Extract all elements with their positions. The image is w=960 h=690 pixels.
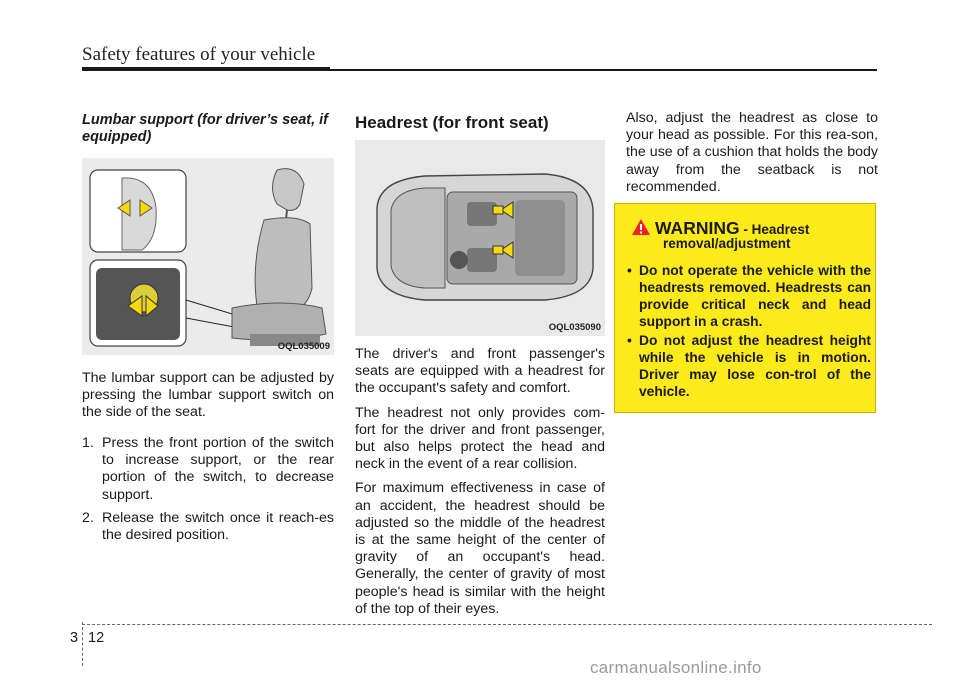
warning-triangle-icon: [631, 218, 651, 236]
page-header-title: Safety features of your vehicle: [82, 44, 316, 65]
headrest-continued-text: Also, adjust the headrest as close to your head as possible. For this rea-son, the use of a cushion that holds the body away from the seatback is not recommended.: [626, 110, 878, 195]
list-item: [82, 435, 334, 504]
warning-item-text: Do not adjust the headrest height while the vehicle is in motion. Driver may lose con-trol of the vehicle.: [639, 333, 871, 399]
headrest-paragraph: The driver's and front passenger's seats are equipped with a headrest for the occupant's safety and comfort.: [355, 346, 605, 397]
lumbar-steps: [82, 435, 334, 550]
watermark: carmanualsonline.info: [590, 658, 762, 677]
lumbar-heading: Lumbar support (for driver’s seat, if equipped): [82, 112, 329, 145]
step-number: 2.: [82, 509, 94, 526]
header-rule-thin: [330, 69, 877, 71]
warning-title: WARNING: [655, 218, 740, 238]
lumbar-figure-code: OQL035009: [277, 341, 330, 352]
headrest-body: [355, 346, 605, 625]
header-rule-thick: [82, 67, 330, 71]
headrest-heading: Headrest (for front seat): [355, 113, 549, 132]
lumbar-intro: [82, 370, 334, 429]
headrest-figure: [355, 140, 605, 336]
warning-item: [627, 262, 871, 330]
list-item: [82, 510, 334, 544]
footer-vertical-rule: [82, 622, 83, 666]
car-topview-illustration: [355, 140, 605, 336]
page-number: 12: [88, 630, 105, 646]
footer-rule: [82, 624, 932, 625]
section-number: 3: [70, 630, 79, 646]
lumbar-figure: [82, 158, 334, 355]
headrest-figure-code: OQL035090: [548, 322, 601, 333]
headrest-continued: [626, 110, 878, 203]
step-text: Release the switch once it reach-es the desired position.: [102, 509, 334, 544]
warning-subtitle-a: - Headrest: [739, 222, 810, 237]
seat-illustration: [82, 158, 334, 355]
step-text: Press the front portion of the switch to increase support, or the rear portion of the switch, to decrease support.: [102, 435, 334, 503]
warning-item-text: Do not operate the vehicle with the headrests removed. Headrests can provide critical neck and head support in a crash.: [639, 263, 871, 329]
warning-list: [627, 262, 871, 402]
headrest-paragraph: The headrest not only provides com-fort for the driver and front passenger, but also helps protect the head and neck in the event of a rear collision.: [355, 404, 605, 473]
warning-subtitle-b: removal/adjustment: [663, 236, 791, 251]
warning-item: [627, 332, 871, 400]
step-number: 1.: [82, 435, 94, 451]
headrest-paragraph: For maximum effectiveness in case of an accident, the headrest should be adjusted so the middle of the headrest is at the same height of the center of gravity of an occupant's head. Generally, the center of gravity of most people's head is similar with the height of the top of their eyes.: [355, 480, 605, 617]
bullet: •: [627, 333, 632, 348]
lumbar-intro-text: The lumbar support can be adjusted by pressing the lumbar support switch on the side of the seat.: [82, 370, 334, 421]
bullet: •: [627, 263, 632, 278]
warning-box: [614, 203, 876, 413]
